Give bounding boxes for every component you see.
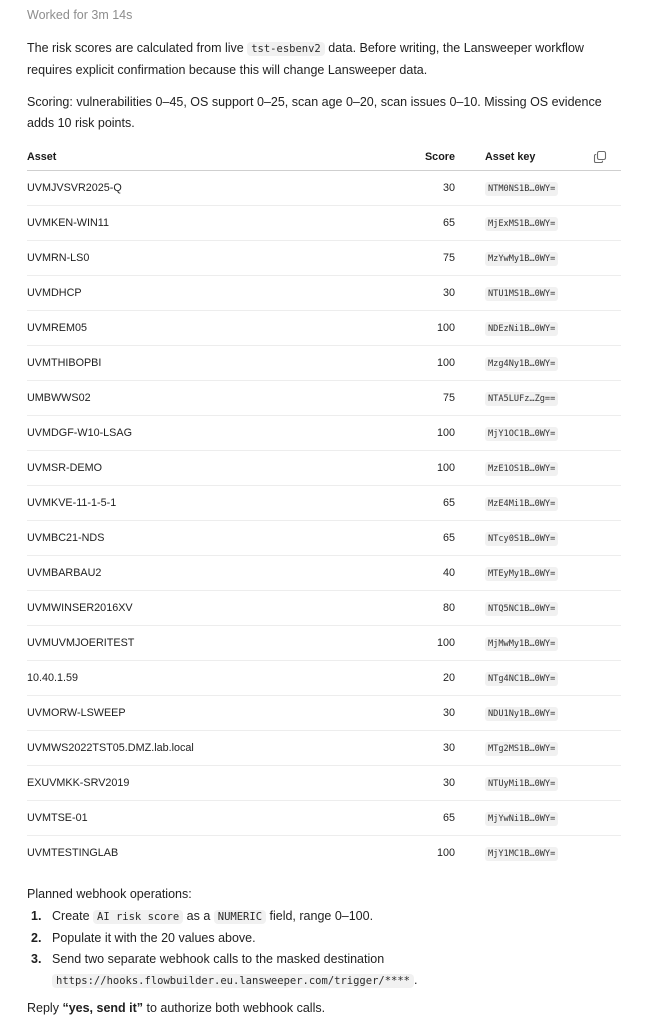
- risk-score: 75: [397, 381, 479, 416]
- asset-key-cell: [479, 311, 621, 346]
- asset-key: MjYwNi1B…0WY=: [485, 812, 558, 826]
- asset-key: NTQ5NC1B…0WY=: [485, 602, 558, 616]
- asset-name: UVMTSE-01: [27, 801, 397, 836]
- asset-name: UVMORW-LSWEEP: [27, 696, 397, 731]
- table-row: [27, 416, 621, 451]
- asset-key: MTg2MS1B…0WY=: [485, 742, 558, 756]
- asset-key-cell: [479, 836, 621, 871]
- table-row: [27, 626, 621, 661]
- risk-score: 40: [397, 556, 479, 591]
- risk-score: 80: [397, 591, 479, 626]
- reply-text: to authorize both webhook calls.: [143, 1001, 326, 1015]
- asset-key-cell: [479, 171, 621, 206]
- ops-text: .: [414, 973, 418, 987]
- ops-item-number: 2.: [31, 931, 42, 945]
- ops-text: field, range 0–100.: [266, 909, 374, 923]
- table-row: [27, 241, 621, 276]
- asset-key: NTcy0S1B…0WY=: [485, 532, 558, 546]
- environment-code: tst-esbenv2: [247, 42, 325, 56]
- ops-text: as a: [183, 909, 214, 923]
- risk-score: 100: [397, 626, 479, 661]
- reply-phrase: “yes, send it”: [62, 1001, 144, 1015]
- ops-text: Populate it with the 20 values above.: [52, 931, 256, 945]
- asset-key: NTM0NS1B…0WY=: [485, 182, 558, 196]
- intro-text-end: data. Before writing, the Lansweeper workflow requires explicit confirmation because this will change Lansweeper data.: [27, 41, 584, 77]
- asset-key-cell: [479, 486, 621, 521]
- intro-paragraph: [27, 38, 627, 81]
- risk-score: 100: [397, 451, 479, 486]
- table-row: [27, 766, 621, 801]
- asset-key: NTUyMi1B…0WY=: [485, 777, 558, 791]
- asset-key-cell: [479, 276, 621, 311]
- asset-key-cell: [479, 731, 621, 766]
- risk-score: 30: [397, 276, 479, 311]
- ops-item-3: [27, 949, 627, 992]
- risk-score: 75: [397, 241, 479, 276]
- asset-key: MjExMS1B…0WY=: [485, 217, 558, 231]
- scoring-paragraph: Scoring: vulnerabilities 0–45, OS support 0–25, scan age 0–20, scan issues 0–10. Missing OS evidence adds 10 risk points.: [27, 95, 602, 130]
- asset-key-cell: [479, 626, 621, 661]
- table-header-row: [27, 144, 621, 171]
- asset-name: UVMDHCP: [27, 276, 397, 311]
- asset-name: UVMKVE-11-1-5-1: [27, 486, 397, 521]
- table-row: [27, 521, 621, 556]
- asset-key-cell: [479, 696, 621, 731]
- table-row: [27, 206, 621, 241]
- asset-key: NTU1MS1B…0WY=: [485, 287, 558, 301]
- intro-text-start: The risk scores are calculated from live: [27, 41, 248, 55]
- table-row: [27, 731, 621, 766]
- asset-key: MTEyMy1B…0WY=: [485, 567, 558, 581]
- risk-score: 65: [397, 801, 479, 836]
- asset-name: UVMRN-LS0: [27, 241, 397, 276]
- risk-score: 30: [397, 171, 479, 206]
- asset-name: UVMREM05: [27, 311, 397, 346]
- table-row: [27, 276, 621, 311]
- ops-text: Send two separate webhook calls to the masked destination: [52, 952, 385, 966]
- table-row: [27, 486, 621, 521]
- table-row: [27, 801, 621, 836]
- risk-score: 100: [397, 416, 479, 451]
- asset-key: MzYwMy1B…0WY=: [485, 252, 558, 266]
- ops-item-2: [27, 928, 627, 949]
- asset-name: UVMUVMJOERITEST: [27, 626, 397, 661]
- field-type-code: NUMERIC: [214, 910, 266, 924]
- ops-item-number: 3.: [31, 952, 42, 966]
- risk-score: 30: [397, 696, 479, 731]
- asset-key-cell: [479, 591, 621, 626]
- table-row: [27, 171, 621, 206]
- asset-key-cell: [479, 801, 621, 836]
- ops-title: Planned webhook operations:: [27, 887, 192, 901]
- asset-key-cell: [479, 241, 621, 276]
- table-row: [27, 696, 621, 731]
- asset-key-cell: [479, 766, 621, 801]
- table-row: [27, 661, 621, 696]
- asset-name: UVMTHIBOPBI: [27, 346, 397, 381]
- asset-name: UVMKEN-WIN11: [27, 206, 397, 241]
- table-row: [27, 451, 621, 486]
- table-row: [27, 311, 621, 346]
- asset-key-cell: [479, 661, 621, 696]
- asset-name: UMBWWS02: [27, 381, 397, 416]
- header-asset-key: [479, 144, 621, 171]
- asset-name: 10.40.1.59: [27, 661, 397, 696]
- risk-score-table: [27, 144, 621, 870]
- risk-score: 65: [397, 206, 479, 241]
- risk-score: 100: [436, 847, 455, 859]
- ops-item-1: [27, 906, 627, 928]
- table-row: [27, 591, 621, 626]
- header-score: Score: [397, 144, 479, 171]
- asset-name: UVMBC21-NDS: [27, 521, 397, 556]
- asset-key: MjMwMy1B…0WY=: [485, 637, 558, 651]
- asset-name: UVMTESTINGLAB: [27, 847, 119, 859]
- asset-key-cell: [479, 556, 621, 591]
- ops-list: [27, 906, 627, 992]
- ops-text: Create: [52, 909, 93, 923]
- asset-name: UVMSR-DEMO: [27, 451, 397, 486]
- risk-score: 100: [397, 346, 479, 381]
- risk-score: 65: [397, 521, 479, 556]
- asset-key: NDU1Ny1B…0WY=: [485, 707, 558, 721]
- asset-key: NTA5LUFz…Zg==: [485, 392, 558, 406]
- asset-key: MjY1MC1B…0WY=: [485, 847, 558, 861]
- asset-key-cell: [479, 381, 621, 416]
- asset-key: MjY1OC1B…0WY=: [485, 427, 558, 441]
- table-row: [27, 381, 621, 416]
- risk-score: 65: [397, 486, 479, 521]
- asset-key-cell: [479, 521, 621, 556]
- asset-key-cell: [479, 346, 621, 381]
- webhook-url-code: https://hooks.flowbuilder.eu.lansweeper.com/trigger/****: [52, 974, 414, 988]
- asset-key: MzE4Mi1B…0WY=: [485, 497, 558, 511]
- asset-key-cell: [479, 416, 621, 451]
- asset-name: EXUVMKK-SRV2019: [27, 766, 397, 801]
- risk-score: 30: [397, 766, 479, 801]
- risk-score: 100: [397, 311, 479, 346]
- header-asset: Asset: [27, 144, 397, 171]
- risk-score: 30: [397, 731, 479, 766]
- risk-score: 20: [397, 661, 479, 696]
- asset-name: UVMJVSVR2025-Q: [27, 171, 397, 206]
- asset-key: NTg4NC1B…0WY=: [485, 672, 558, 686]
- asset-key-cell: [479, 206, 621, 241]
- asset-key: MzE1OS1B…0WY=: [485, 462, 558, 476]
- copy-icon[interactable]: [593, 150, 607, 164]
- ops-item-number: 1.: [31, 909, 42, 923]
- reply-instruction: [27, 998, 325, 1019]
- asset-key-cell: [479, 451, 621, 486]
- table-row: [27, 346, 621, 381]
- header-asset-key-label: Asset key: [485, 151, 536, 163]
- asset-name: UVMBARBAU2: [27, 556, 397, 591]
- field-name-code: AI risk score: [93, 910, 183, 924]
- table-row: [27, 836, 621, 871]
- asset-name: UVMDGF-W10-LSAG: [27, 416, 397, 451]
- asset-key: NDEzNi1B…0WY=: [485, 322, 558, 336]
- reply-text: Reply: [27, 1001, 63, 1015]
- worked-duration: Worked for 3m 14s: [27, 8, 133, 22]
- asset-name: UVMWINSER2016XV: [27, 591, 397, 626]
- asset-name: UVMWS2022TST05.DMZ.lab.local: [27, 731, 397, 766]
- table-row: [27, 556, 621, 591]
- asset-key: Mzg4Ny1B…0WY=: [485, 357, 558, 371]
